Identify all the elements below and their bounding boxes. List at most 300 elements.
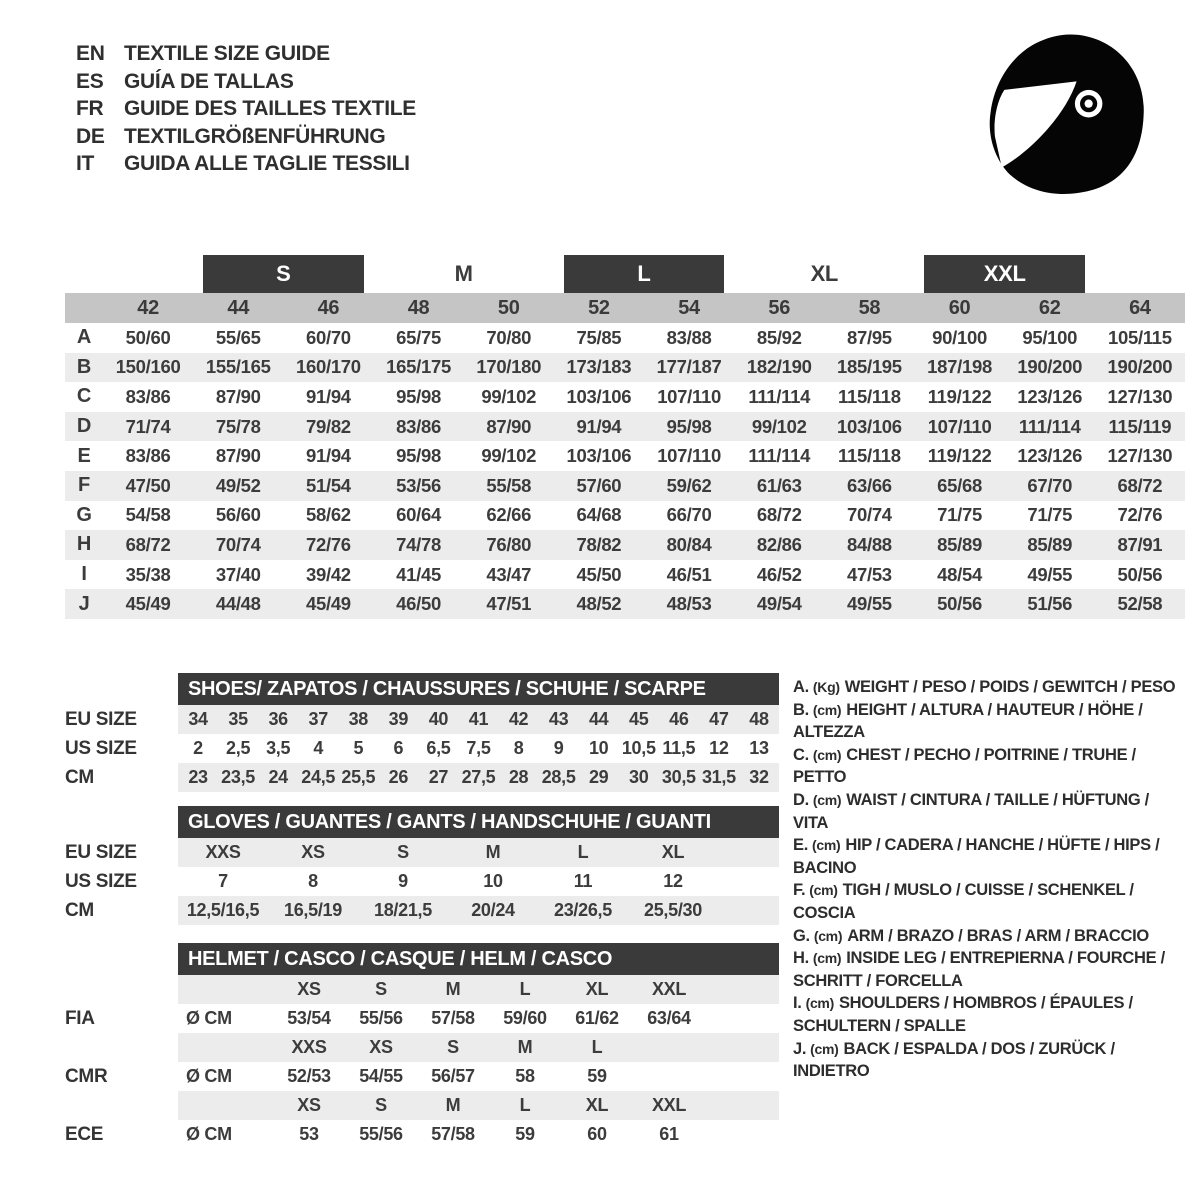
helmet-size-label: XXL <box>651 1095 687 1115</box>
apparel-row-H <box>65 530 1185 560</box>
size-value: 119/122 <box>927 385 992 407</box>
helmet-value: 60 <box>587 1124 607 1144</box>
legend-key: C. <box>793 745 809 764</box>
gloves-value: XS <box>301 842 325 862</box>
size-value: 115/119 <box>1108 415 1172 437</box>
shoes-value: 44 <box>588 709 609 729</box>
helmet-value: 61 <box>659 1124 679 1144</box>
gloves-value: 12,5/16,5 <box>186 900 260 920</box>
helmet-size-row-ECE <box>65 1091 779 1120</box>
size-value: 115/118 <box>838 385 901 407</box>
apparel-row-F <box>65 471 1185 501</box>
legend-key: J. <box>793 1039 807 1058</box>
legend-text: HEIGHT / ALTURA / HAUTEUR / HÖHE / ALTEZZA <box>793 700 1143 742</box>
apparel-row-B <box>65 353 1185 383</box>
size-value: 35/38 <box>125 563 171 585</box>
size-value: 105/115 <box>1108 326 1172 348</box>
size-value: 87/90 <box>486 415 532 437</box>
helmet-size-label: L <box>519 979 531 999</box>
numeric-size: 56 <box>768 296 791 319</box>
helmet-size-label: XS <box>297 979 321 999</box>
legend-text: HIP / CADERA / HANCHE / HÜFTE / HIPS / BACINO <box>793 836 1160 877</box>
size-value: 59/62 <box>666 474 712 496</box>
legend-item <box>793 947 1188 992</box>
shoes-values <box>178 763 779 792</box>
size-value: 39/42 <box>306 563 351 585</box>
shoes-value: 3,5 <box>266 738 291 758</box>
shoes-values <box>178 705 779 734</box>
helmet-value: 52/53 <box>287 1066 331 1086</box>
size-value: 49/55 <box>1027 563 1073 585</box>
size-group-L: L <box>564 255 724 293</box>
language-row <box>76 95 416 123</box>
language-row <box>76 68 416 96</box>
size-value: 83/88 <box>666 326 712 348</box>
size-value: 76/80 <box>486 533 532 555</box>
language-code: ES <box>76 69 104 93</box>
helmet-size-label: XXL <box>651 979 687 999</box>
apparel-row-G <box>65 501 1185 531</box>
row-letter: F <box>78 474 90 497</box>
size-value: 80/84 <box>666 533 712 555</box>
helmet-value: 63/64 <box>647 1008 691 1028</box>
numeric-size: 52 <box>588 296 610 319</box>
size-value: 71/75 <box>937 504 982 526</box>
size-value: 75/78 <box>215 415 261 437</box>
row-letter: H <box>76 533 92 556</box>
shoes-value: 45 <box>629 709 649 729</box>
size-value: 68/72 <box>756 504 802 526</box>
size-value: 48/54 <box>937 563 982 585</box>
helmet-icon <box>982 28 1154 200</box>
shoes-value: 41 <box>468 709 489 729</box>
helmet-size-label: M <box>517 1037 533 1057</box>
legend-item <box>793 879 1188 924</box>
size-value: 61/63 <box>756 474 802 496</box>
size-value: 62/66 <box>486 504 532 526</box>
legend-unit: (cm) <box>809 882 838 899</box>
helmet-value: 53 <box>299 1124 319 1144</box>
shoes-value: 5 <box>353 738 364 758</box>
size-value: 99/102 <box>481 445 537 467</box>
helmet-standard-label: FIA <box>65 1007 95 1029</box>
numeric-size: 50 <box>497 296 520 319</box>
shoes-value: 6,5 <box>426 738 451 758</box>
language-code: EN <box>76 42 105 65</box>
legend-key: I. <box>793 994 802 1013</box>
helmet-size-label: L <box>591 1037 603 1057</box>
legend-unit: (cm) <box>812 837 841 854</box>
size-value: 68/72 <box>125 533 171 555</box>
spacer <box>65 1091 178 1120</box>
size-value: 82/86 <box>756 533 802 555</box>
shoes-value: 13 <box>749 738 769 758</box>
gloves-row <box>65 896 779 925</box>
size-value: 87/90 <box>215 385 261 407</box>
legend-key: A. <box>793 678 809 696</box>
gloves-value: L <box>577 842 589 862</box>
shoes-value: 2 <box>193 738 203 758</box>
legend-text: BACK / ESPALDA / DOS / ZURÜCK / INDIETRO <box>793 1039 1115 1081</box>
size-value: 87/91 <box>1117 533 1163 555</box>
numeric-size: 60 <box>948 296 971 319</box>
size-value: 83/86 <box>125 445 171 467</box>
spacer <box>65 792 779 806</box>
lower-tables <box>65 673 779 1149</box>
size-value: 72/76 <box>1117 504 1163 526</box>
numeric-size: 58 <box>858 296 881 319</box>
shoes-value: 11,5 <box>662 738 696 758</box>
size-value: 45/49 <box>125 593 171 615</box>
shoes-value: 39 <box>388 709 409 729</box>
shoes-value: 27 <box>428 767 449 787</box>
legend-item <box>793 789 1188 834</box>
legend-text: SHOULDERS / HOMBROS / ÉPAULES / SCHULTERN / SPALLE <box>793 994 1133 1035</box>
size-group-XXL: XXL <box>924 255 1084 293</box>
apparel-row-A <box>65 323 1185 353</box>
size-value: 127/130 <box>1107 445 1173 467</box>
legend-unit: (cm) <box>812 701 842 718</box>
measurement-legend <box>793 676 1188 1083</box>
helmet-size-label: XL <box>585 979 609 999</box>
helmet-size-label: XS <box>369 1037 393 1057</box>
helmet-size-label: S <box>447 1037 459 1057</box>
shoes-value: 26 <box>388 767 409 787</box>
helmet-size-row-CMR <box>65 1033 779 1062</box>
shoes-value: 8 <box>513 738 524 758</box>
shoes-value: 2,5 <box>226 738 251 758</box>
spacer <box>178 1033 273 1062</box>
size-value: 52/58 <box>1117 593 1163 615</box>
gloves-row <box>65 867 779 896</box>
size-value: 95/98 <box>396 385 441 407</box>
size-value: 47/53 <box>847 563 892 585</box>
shoes-row-label: EU SIZE <box>65 708 137 730</box>
legend-item <box>793 834 1188 879</box>
size-value: 95/100 <box>1022 326 1078 348</box>
shoes-value: 34 <box>188 709 208 729</box>
language-label: TEXTILGRÖßENFÜHRUNG <box>124 124 386 148</box>
shoes-value: 4 <box>313 738 324 758</box>
gloves-value: 20/24 <box>471 900 515 920</box>
size-value: 66/70 <box>666 504 712 526</box>
size-value: 48/52 <box>576 593 622 615</box>
shoes-table-title: SHOES/ ZAPATOS / CHAUSSURES / SCHUHE / SCARPE <box>178 673 779 705</box>
shoes-rows <box>65 705 779 792</box>
size-value: 70/80 <box>486 326 532 348</box>
shoes-value: 29 <box>588 767 609 787</box>
size-value: 182/190 <box>746 356 812 378</box>
gloves-value: M <box>485 842 501 862</box>
size-value: 155/165 <box>205 356 271 378</box>
helmet-table-title: HELMET / CASCO / CASQUE / HELM / CASCO <box>178 943 779 975</box>
size-value: 107/110 <box>657 385 721 407</box>
helmet-size-label: L <box>519 1095 531 1115</box>
shoes-value: 35 <box>228 709 248 729</box>
spacer <box>65 943 178 975</box>
size-value: 90/100 <box>932 326 987 348</box>
size-value: 65/75 <box>396 326 441 348</box>
shoes-value: 32 <box>749 767 769 787</box>
shoes-value: 37 <box>308 709 328 729</box>
legend-unit: (cm) <box>805 995 834 1012</box>
shoes-value: 9 <box>553 738 564 758</box>
shoes-value: 43 <box>548 709 569 729</box>
helmet-sizes <box>178 1033 779 1062</box>
gloves-row-label: CM <box>65 899 94 921</box>
size-value: 58/62 <box>306 504 351 526</box>
size-value: 150/160 <box>115 356 181 378</box>
helmet-values <box>178 1004 779 1033</box>
legend-text: ARM / BRAZO / BRAS / ARM / BRACCIO <box>847 926 1149 945</box>
helmet-header-row <box>65 943 779 975</box>
size-group-M: M <box>454 261 473 286</box>
size-value: 173/183 <box>566 356 632 378</box>
gloves-value: 16,5/19 <box>284 900 342 920</box>
size-value: 91/94 <box>306 385 351 407</box>
spacer <box>178 1091 273 1120</box>
gloves-value: 23/26,5 <box>554 900 612 920</box>
size-value: 95/98 <box>396 445 441 467</box>
shoes-value: 23 <box>188 767 208 787</box>
shoes-row <box>65 734 779 763</box>
numeric-size: 64 <box>1129 296 1151 319</box>
size-value: 85/92 <box>756 326 802 348</box>
size-value: 70/74 <box>847 504 892 526</box>
language-label: GUÍA DE TALLAS <box>124 69 294 93</box>
shoes-value: 30,5 <box>661 767 696 787</box>
gloves-value: 11 <box>573 871 593 891</box>
legend-item <box>793 699 1188 744</box>
shoes-value: 24 <box>268 767 288 787</box>
gloves-value: 9 <box>398 871 408 891</box>
size-value: 49/54 <box>756 593 802 615</box>
size-value: 185/195 <box>837 356 902 378</box>
size-value: 74/78 <box>396 533 441 555</box>
size-group-row <box>65 252 1185 293</box>
row-letter: J <box>78 592 90 615</box>
helmet-standard-label: CMR <box>65 1065 108 1087</box>
legend-unit: (cm) <box>810 1040 839 1057</box>
size-value: 51/56 <box>1027 593 1073 615</box>
gloves-row <box>65 838 779 867</box>
helmet-values <box>178 1062 779 1091</box>
apparel-rows <box>65 323 1185 619</box>
size-value: 87/95 <box>847 326 892 348</box>
size-value: 67/70 <box>1027 474 1073 496</box>
helmet-value: 56/57 <box>431 1066 475 1086</box>
legend-unit: (cm) <box>813 927 843 944</box>
shoes-header-row <box>65 673 779 705</box>
size-value: 91/94 <box>576 415 622 437</box>
size-value: 103/106 <box>837 415 902 437</box>
size-value: 87/90 <box>215 445 261 467</box>
size-value: 72/76 <box>306 533 351 555</box>
legend-item <box>793 676 1188 699</box>
size-value: 50/56 <box>937 593 982 615</box>
helmet-sizes <box>178 975 779 1004</box>
size-value: 187/198 <box>927 356 992 378</box>
legend-text: INSIDE LEG / ENTREPIERNA / FOURCHE / SCHRITT / FORCELLA <box>793 949 1165 990</box>
gloves-value: 8 <box>308 871 318 891</box>
spacer <box>65 975 178 1004</box>
shoes-value: 46 <box>669 709 689 729</box>
language-label: GUIDE DES TAILLES TEXTILE <box>124 97 416 121</box>
size-group-S: S <box>203 255 363 293</box>
gloves-value: XL <box>661 842 685 862</box>
shoes-value: 7,5 <box>466 738 491 758</box>
apparel-row-C <box>65 382 1185 412</box>
size-value: 83/86 <box>396 415 441 437</box>
helmet-value-row-ECE <box>65 1120 779 1149</box>
legend-key: G. <box>793 926 810 945</box>
gloves-value: S <box>397 842 409 862</box>
apparel-row-J <box>65 589 1185 619</box>
size-value: 50/56 <box>1117 563 1163 585</box>
shoes-value: 42 <box>508 709 529 729</box>
helmet-value: 58 <box>515 1066 535 1086</box>
row-letter: B <box>76 355 92 378</box>
size-value: 45/49 <box>306 593 351 615</box>
legend-key: B. <box>793 700 809 719</box>
size-value: 103/106 <box>566 445 632 467</box>
numeric-size: 42 <box>137 296 159 319</box>
size-value: 160/170 <box>296 356 361 378</box>
size-value: 107/110 <box>927 415 992 437</box>
shoes-value: 28 <box>508 767 529 787</box>
legend-text: CHEST / PECHO / POITRINE / TRUHE / PETTO <box>793 745 1136 787</box>
size-value: 190/200 <box>1017 356 1083 378</box>
numeric-size: 44 <box>227 296 250 319</box>
shoes-value: 48 <box>749 709 769 729</box>
size-value: 83/86 <box>125 385 171 407</box>
helmet-rows <box>65 975 779 1149</box>
gloves-value: XXS <box>205 842 241 862</box>
size-value: 79/82 <box>306 415 351 437</box>
helmet-standard-label: ECE <box>65 1123 104 1145</box>
helmet-unit: Ø CM <box>186 1066 232 1086</box>
helmet-value: 57/58 <box>431 1124 475 1144</box>
size-value: 111/114 <box>748 385 811 407</box>
size-value: 51/54 <box>306 474 351 496</box>
spacer <box>178 975 273 1004</box>
spacer <box>65 925 779 943</box>
legend-key: F. <box>793 881 806 900</box>
gloves-header-row <box>65 806 779 838</box>
language-row <box>76 123 416 151</box>
size-value: 44/48 <box>215 593 261 615</box>
shoes-value: 40 <box>428 709 449 729</box>
size-value: 127/130 <box>1107 385 1173 407</box>
size-value: 103/106 <box>566 385 632 407</box>
language-list <box>76 40 416 178</box>
legend-unit: (Kg) <box>812 679 840 695</box>
size-value: 99/102 <box>751 415 807 437</box>
shoes-row <box>65 763 779 792</box>
shoes-value: 30 <box>629 767 649 787</box>
gloves-value: 10 <box>483 871 503 891</box>
shoes-row-label: CM <box>65 766 94 788</box>
row-letter: A <box>76 326 92 349</box>
apparel-row-E <box>65 441 1185 471</box>
shoes-value: 25,5 <box>341 767 376 787</box>
gloves-value: 12 <box>663 871 683 891</box>
size-value: 111/114 <box>1018 415 1081 437</box>
size-value: 47/50 <box>125 474 171 496</box>
size-value: 46/51 <box>666 563 712 585</box>
size-value: 57/60 <box>576 474 622 496</box>
spacer <box>65 673 178 705</box>
size-value: 49/55 <box>847 593 892 615</box>
helmet-values <box>178 1120 779 1149</box>
size-value: 37/40 <box>215 563 261 585</box>
shoes-value: 23,5 <box>221 767 256 787</box>
shoes-value: 36 <box>268 709 288 729</box>
row-letter: E <box>77 444 91 467</box>
helmet-value: 54/55 <box>359 1066 403 1086</box>
helmet-value: 59/60 <box>503 1008 547 1028</box>
legend-key: H. <box>793 949 809 968</box>
size-value: 60/64 <box>396 504 441 526</box>
shoes-value: 10,5 <box>621 738 656 758</box>
size-value: 95/98 <box>666 415 712 437</box>
legend-unit: (cm) <box>812 746 842 763</box>
helmet-value: 57/58 <box>431 1008 475 1028</box>
size-value: 55/58 <box>486 474 532 496</box>
size-value: 50/60 <box>125 326 171 348</box>
helmet-size-label: XL <box>585 1095 609 1115</box>
size-value: 123/126 <box>1017 445 1083 467</box>
gloves-values <box>178 896 779 925</box>
shoes-value: 10 <box>588 738 609 758</box>
gloves-rows <box>65 838 779 925</box>
helmet-sizes <box>178 1091 779 1120</box>
spacer <box>65 293 103 323</box>
size-value: 63/66 <box>847 474 892 496</box>
shoes-value: 27,5 <box>461 767 496 787</box>
helmet-size-label: S <box>375 1095 387 1115</box>
apparel-size-table <box>65 252 1185 619</box>
size-group-XL: XL <box>810 261 839 286</box>
numeric-size: 48 <box>407 296 430 319</box>
language-row <box>76 150 416 178</box>
gloves-value: 7 <box>218 871 228 891</box>
apparel-row-I <box>65 560 1185 590</box>
size-value: 70/74 <box>215 533 261 555</box>
size-value: 85/89 <box>1027 533 1073 555</box>
legend-text: WAIST / CINTURA / TAILLE / HÜFTUNG / VITA <box>793 790 1149 832</box>
size-value: 55/65 <box>215 326 261 348</box>
shoes-value: 47 <box>709 709 729 729</box>
numeric-size-row <box>65 293 1185 323</box>
size-value: 45/50 <box>576 563 622 585</box>
shoes-values <box>178 734 779 763</box>
spacer <box>65 806 178 838</box>
legend-item <box>793 992 1188 1037</box>
shoes-value: 6 <box>393 738 404 758</box>
helmet-size-label: XS <box>297 1095 321 1115</box>
shoes-value: 12 <box>709 738 729 758</box>
size-value: 115/118 <box>838 445 901 467</box>
shoes-value: 31,5 <box>701 767 736 787</box>
helmet-value: 59 <box>587 1066 607 1086</box>
size-value: 47/51 <box>486 593 532 615</box>
helmet-value: 55/56 <box>359 1124 403 1144</box>
size-value: 84/88 <box>847 533 892 555</box>
helmet-unit: Ø CM <box>186 1124 232 1144</box>
numeric-size: 54 <box>678 296 700 319</box>
size-value: 111/114 <box>748 445 811 467</box>
